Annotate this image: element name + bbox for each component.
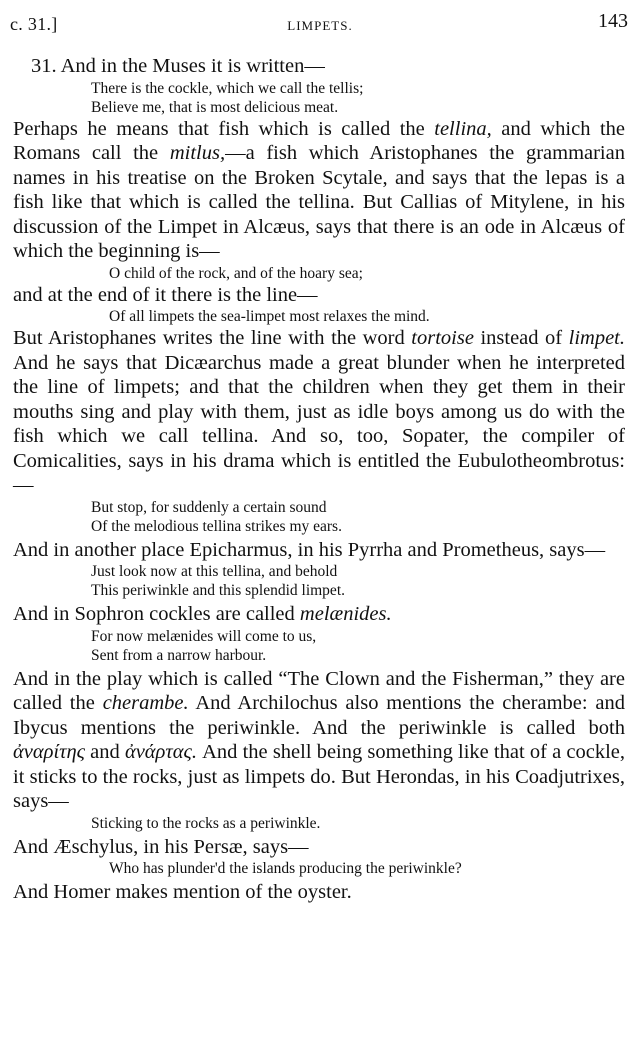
text-run: And in Sophron cockles are called bbox=[13, 603, 300, 625]
paragraph-aeschylus: And Æschylus, in his Persæ, says— bbox=[13, 835, 309, 858]
text-run: And in the play which is called “The Clown and the Fisherman,” they are called the bbox=[13, 667, 625, 714]
italic-term: cherambe. bbox=[102, 692, 189, 714]
paragraph-tellina bbox=[13, 117, 625, 264]
text-run: Perhaps he means that fish which is called the bbox=[13, 117, 435, 140]
quote-line: For now melænides will come to us, bbox=[91, 627, 317, 645]
page-header bbox=[0, 0, 640, 46]
quote-plundered-islands bbox=[13, 859, 625, 878]
quote-line: Sticking to the rocks as a periwinkle. bbox=[91, 814, 321, 832]
quote-melaenides bbox=[13, 627, 625, 665]
text-run: and which the Romans call the bbox=[13, 117, 625, 164]
paragraph-sophron bbox=[13, 602, 625, 627]
quote-line: O child of the rock, and of the hoary sea; bbox=[109, 264, 363, 282]
greek-term: ἀνάρτας. bbox=[124, 741, 197, 763]
text-run: instead of bbox=[473, 327, 569, 349]
quote-line: There is the cockle, which we call the tellis; bbox=[91, 79, 364, 97]
paragraph-epicharmus: And in another place Epicharmus, in his Pyrrha and Prometheus, says— bbox=[13, 538, 606, 561]
chapter-reference: c. 31.] bbox=[10, 14, 58, 34]
quote-cockle bbox=[13, 79, 625, 117]
paragraph-end-of-ode: and at the end of it there is the line— bbox=[13, 283, 318, 306]
italic-term: tortoise bbox=[411, 327, 474, 349]
italic-term: melænides. bbox=[299, 603, 392, 625]
text-run: But Aristophanes writes the line with the word bbox=[13, 327, 412, 349]
quote-line: Sent from a narrow harbour. bbox=[91, 646, 267, 664]
text-run: and bbox=[84, 741, 125, 763]
quote-line: But stop, for suddenly a certain sound bbox=[91, 498, 327, 516]
italic-term: mitlus, bbox=[169, 142, 226, 164]
quote-periwinkle-limpet bbox=[13, 562, 625, 600]
quote-line: Believe me, that is most delicious meat. bbox=[91, 98, 339, 116]
quote-child-of-rock bbox=[13, 264, 625, 283]
paragraph-aristophanes bbox=[13, 326, 625, 498]
quote-line: Of the melodious tellina strikes my ears. bbox=[91, 517, 342, 535]
text-run: And Archilochus also mentions the cherambe: and Ibycus mentions the periwinkle. And the periwinkle is called both bbox=[13, 692, 626, 739]
paragraph-clown-fisherman bbox=[13, 667, 625, 814]
text-run: And he says that Dicæarchus made a great blunder when he interpreted the line of limpets; and that the children when they get them in their mouths sing and play with them, just as idle boys among us do with the fish which we call tellina. And so, too, Sopater, the compiler of Comicalities, says in his drama which is entitled the Eubulotheombrotus:— bbox=[13, 351, 625, 496]
quote-line: Just look now at this tellina, and behold bbox=[91, 563, 338, 580]
italic-term: tellina, bbox=[434, 117, 492, 140]
italic-term: limpet. bbox=[568, 327, 625, 349]
running-title: LIMPETS. bbox=[287, 18, 353, 33]
paragraph-homer: And Homer makes mention of the oyster. bbox=[13, 881, 352, 903]
page-body bbox=[13, 54, 625, 905]
quote-sea-limpet bbox=[13, 307, 625, 326]
quote-sticking-rocks bbox=[13, 814, 625, 833]
quote-line: Of all limpets the sea-limpet most relaxes the mind. bbox=[109, 308, 430, 325]
quote-melodious-tellina bbox=[13, 498, 625, 536]
quote-line: This periwinkle and this splendid limpet. bbox=[91, 582, 345, 599]
greek-term: ἀναρίτης bbox=[13, 741, 85, 763]
quote-line: Who has plunder'd the islands producing the periwinkle? bbox=[109, 860, 462, 877]
page-number: 143 bbox=[598, 10, 628, 32]
paragraph-muses: 31. And in the Muses it is written— bbox=[31, 55, 325, 77]
text-run: —a fish which Aristophanes the grammarian names in his treatise on the Broken Scytale, and says that the lepas is a fish like that which is called the tellina. But Callias of Mitylene, in his discussion of the Limpet in Alcæus, says that there is an ode in Alcæus of which the beginning is— bbox=[13, 142, 625, 262]
text-run: And the shell being something like that of a cockle, it sticks to the rocks, just as limpets do. But Herondas, in his Coadjutrixes, says— bbox=[13, 741, 625, 812]
